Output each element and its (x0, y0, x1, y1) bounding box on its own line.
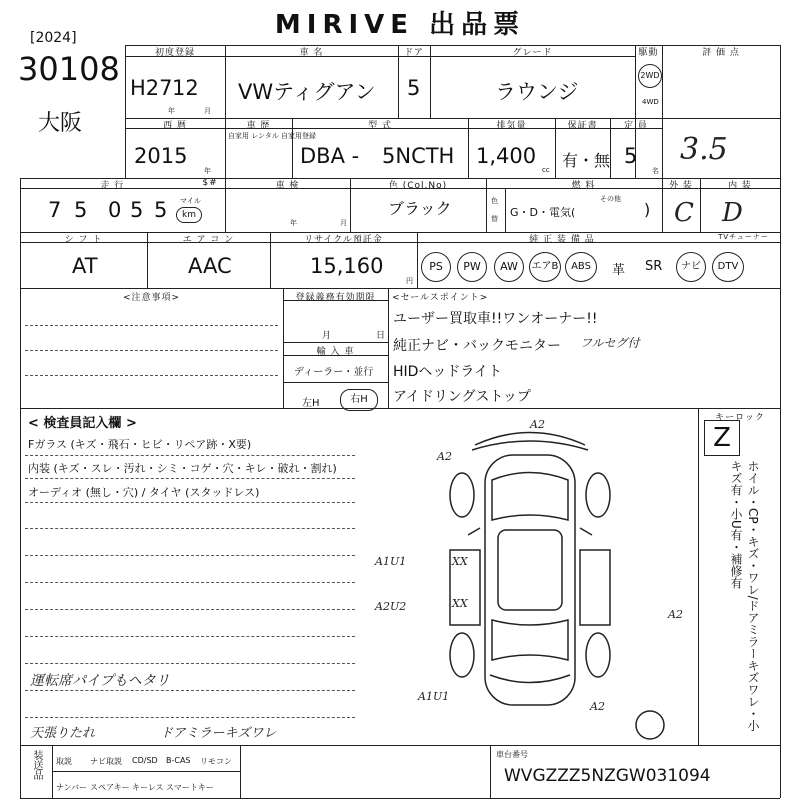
acc-bcas: B-CAS (166, 756, 191, 765)
history-label: 車 歴 (246, 121, 271, 131)
mileage-digit: 0 (108, 198, 122, 222)
inspector-dash (25, 502, 355, 503)
drive-label: 駆動 (638, 48, 659, 58)
color-label: 色 (Col.No) (388, 181, 448, 191)
sales-label: <セールスポイント> (392, 293, 489, 303)
drive-2wd: 2WD (638, 64, 662, 88)
warranty-value: 有・無 (562, 151, 611, 170)
model-code: 5NCTH (382, 144, 455, 168)
inspector-dash (25, 636, 355, 637)
grid-line (52, 771, 240, 772)
year-unit-2: 年 (204, 167, 211, 175)
equip-abs: ABS (565, 252, 597, 282)
inspector-dash (25, 690, 355, 691)
recycle-label: リサイクル預託金 (304, 235, 383, 245)
warranty-label: 保証書 (567, 121, 598, 131)
accessories-label: 装送品 (31, 750, 42, 780)
steering-right: 右H (340, 389, 378, 411)
sales-handwritten: フルセグ付 (580, 336, 640, 350)
score-value: 3.5 (680, 132, 728, 167)
color-change-2: 替 (491, 215, 498, 223)
model-prefix: DBA - (300, 144, 360, 168)
recycle-value: 15,160 (310, 254, 384, 278)
grid-line (225, 45, 226, 178)
inspection-month: 月 (340, 219, 347, 227)
equip-airbag: エアB (529, 252, 561, 282)
mileage-unit-mile: マイル (180, 197, 201, 205)
note-line (25, 375, 278, 376)
first-reg-month: 12 (172, 76, 199, 100)
ac-label: エ ア コ ン (182, 235, 235, 245)
grid-line (505, 188, 506, 232)
grid-line (20, 798, 780, 799)
steering-left: 左H (302, 398, 320, 409)
grid-line (780, 45, 781, 798)
acc-manual: 取説 (56, 757, 72, 766)
fuel-other-label: その他 (600, 195, 621, 203)
equip-navi: ナビ (676, 252, 706, 282)
sales-point: HIDヘッドライト (393, 364, 503, 380)
grade-label: グレード (512, 48, 553, 58)
mileage-digit: 7 (48, 198, 62, 222)
grid-line (283, 342, 388, 343)
note-line (25, 325, 278, 326)
tuner-label: TVチューナー (718, 233, 769, 241)
acc-spare-key: スペアキー (90, 783, 130, 792)
diagram-mark: XX (452, 555, 468, 568)
acc-remote: リモコン (200, 757, 232, 766)
inspector-dash (25, 663, 355, 664)
fuel-value: G・D・電気( (510, 206, 576, 219)
equip-sr: SR (645, 259, 663, 274)
inspector-dash (25, 582, 355, 583)
ac-value: AAC (188, 254, 232, 278)
right-vertical-notes: ホイル・CP・キズ・ワレ/ドアミラーキズワレ・小キズ有・小U有・補修有 (729, 460, 760, 732)
acc-cd-sd: CD/SD (132, 756, 158, 765)
dealer-option: ディーラー・並行 (294, 367, 374, 378)
acc-keyless: キーレス (132, 783, 164, 792)
inspector-dash (25, 528, 355, 529)
inspector-note: 運転席パイプもヘタリ (30, 673, 170, 689)
diagram-mark: A2 (530, 418, 545, 431)
chassis-label: 車台番号 (496, 750, 528, 759)
equip-dtv: DTV (712, 252, 744, 282)
notes-label: <注意事項> (122, 293, 181, 303)
acc-smart-key: スマートキー (166, 783, 214, 792)
acc-plate: ナンバー (56, 783, 88, 792)
color-change-1: 色 (491, 197, 498, 205)
grid-line (388, 288, 389, 408)
first-reg-value: H27 (130, 76, 173, 100)
grid-line (283, 355, 388, 356)
doors-value: 5 (407, 76, 421, 100)
car-name-label: 車 名 (299, 48, 324, 58)
mileage-digit: 5 (130, 198, 144, 222)
inspector-dash (25, 717, 355, 718)
inspector-note: 天張りたれ (30, 726, 96, 741)
year-value: 2015 (134, 144, 188, 168)
acc-navi-manual: ナビ取説 (90, 757, 122, 766)
model-label: 型 式 (368, 121, 392, 131)
shift-value: AT (72, 254, 98, 278)
shift-label: シ フ ト (64, 235, 103, 245)
grid-line (240, 745, 241, 798)
inspector-dash (25, 455, 355, 456)
year-tag: [2024] (30, 30, 77, 46)
sheet-title: MIRIVE 出品票 (274, 10, 526, 40)
diagram-mark: A1U1 (418, 690, 450, 703)
interior-value: D (722, 198, 743, 228)
equip-ps: PS (421, 252, 451, 282)
grid-line (283, 382, 388, 383)
fuel-label: 燃 料 (571, 181, 596, 191)
inspector-line: 内装 (キズ・スレ・汚れ・シミ・コゲ・穴・キレ・破れ・割れ) (28, 462, 337, 475)
mileage-unit-km: km (176, 207, 202, 223)
grade-value: ラウンジ (495, 80, 579, 104)
yen-unit: 円 (406, 277, 413, 285)
sales-point: アイドリングストップ (393, 389, 531, 405)
cc-unit: cc (542, 166, 550, 174)
equip-aw: AW (494, 252, 524, 282)
keylock-box: Z (704, 420, 740, 456)
diagram-mark: A2 (437, 450, 452, 463)
score-label: 評 価 点 (702, 48, 740, 58)
sales-point: 純正ナビ・バックモニター (393, 338, 561, 354)
car-name: VWティグアン (238, 80, 376, 104)
equip-leather: 革 (612, 263, 626, 278)
grid-line (490, 745, 491, 798)
inspection-year: 年 (290, 219, 297, 227)
inspector-label: < 検査員記入欄 > (28, 416, 137, 431)
inspector-dash (25, 609, 355, 610)
interior-label: 内 装 (728, 181, 752, 191)
grid-line (20, 178, 21, 798)
inspector-note: ドアミラーキズワレ (160, 726, 277, 741)
fuel-close: ) (644, 200, 651, 219)
grid-line (486, 178, 487, 232)
reg-month: 月 (322, 331, 332, 341)
exterior-value: C (674, 198, 694, 228)
history-sub: 自家用 レンタル 自家用登録 (228, 132, 316, 140)
diagram-mark: A2 (668, 608, 683, 621)
equipment-label: 純 正 装 備 品 (529, 235, 595, 245)
grid-line (125, 45, 126, 178)
keylock-label: キーロック (715, 413, 765, 423)
note-line (25, 350, 278, 351)
capacity-unit: 名 (652, 167, 659, 175)
lot-number: 30108 (18, 50, 120, 88)
grid-line (283, 300, 388, 301)
diagram-mark: A1U1 (375, 555, 407, 568)
capacity-label: 定 員 (624, 121, 648, 131)
grid-line (20, 408, 780, 409)
doors-label: ドア (404, 48, 424, 58)
year-unit: 年 (168, 107, 175, 115)
drive-4wd: 4WD (642, 98, 659, 106)
mileage-unit-label: $# (202, 178, 218, 188)
inspector-line: オーディオ (無し・穴) / タイヤ (スタッドレス) (28, 486, 260, 499)
diagram-mark: A2U2 (375, 600, 407, 613)
grid-line (20, 288, 780, 289)
diagram-mark: XX (452, 597, 468, 610)
import-label: 輸 入 車 (316, 347, 355, 357)
inspector-dash (25, 478, 355, 479)
reg-label: 登録義務有効期限 (295, 293, 376, 303)
color-value: ブラック (388, 199, 452, 218)
equip-pw: PW (457, 252, 487, 282)
month-unit: 月 (204, 107, 211, 115)
inspection-label: 車 検 (275, 181, 300, 191)
exterior-label: 外 装 (669, 181, 693, 191)
diagram-mark: A2 (590, 700, 605, 713)
reg-day: 日 (376, 331, 386, 341)
sales-point: ユーザー買取車!!ワンオーナー!! (393, 311, 598, 327)
inspector-dash (25, 555, 355, 556)
mileage-digit: 5 (154, 198, 168, 222)
capacity-value: 5 (624, 144, 638, 168)
mileage-digit: 5 (74, 198, 88, 222)
displacement-value: 1,400 (476, 144, 537, 168)
mileage-label: 走 行 (100, 181, 125, 191)
year-label: 西 暦 (163, 121, 187, 131)
displacement-label: 排気量 (496, 121, 527, 131)
grid-line (662, 45, 663, 178)
chassis-number: WVGZZZ5NZGW031094 (504, 766, 711, 786)
first-reg-label: 初度登録 (154, 48, 195, 58)
venue: 大阪 (38, 111, 83, 136)
inspector-line: Fガラス (キズ・飛石・ヒビ・リペア跡・X要) (28, 438, 252, 451)
